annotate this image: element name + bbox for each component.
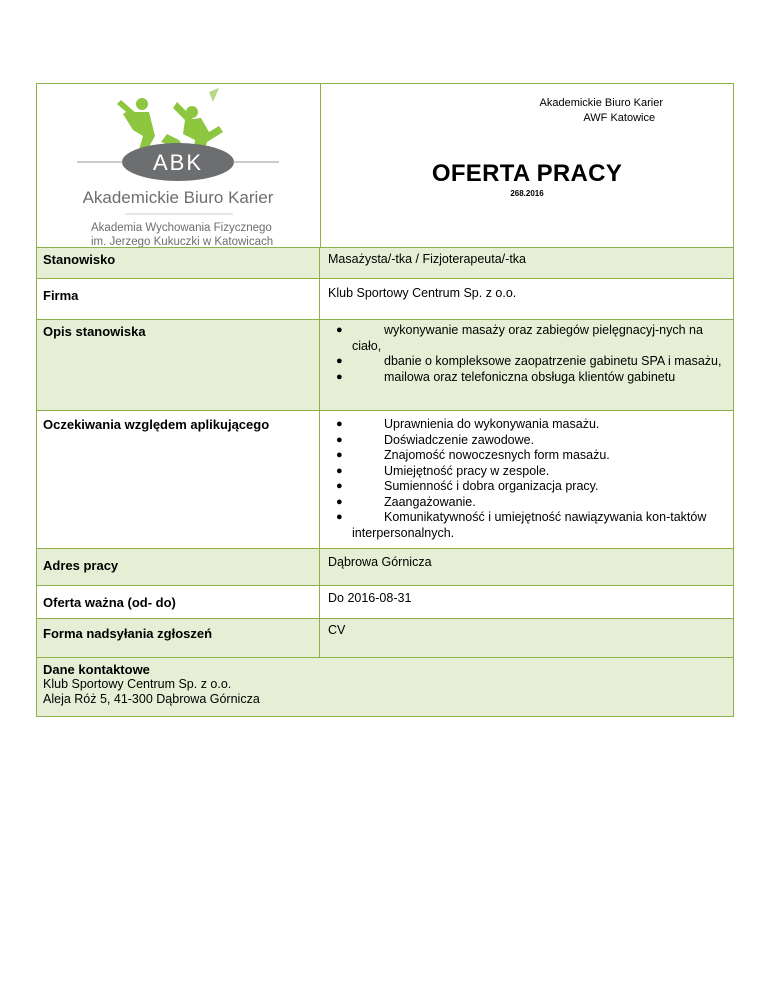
offer-number: 268.2016: [510, 189, 544, 198]
valid-value: Do 2016-08-31: [328, 591, 412, 605]
org-name: [540, 96, 664, 126]
svg-text:Akademickie Biuro Karier: Akademickie Biuro Karier: [82, 188, 274, 207]
position-label: Stanowisko: [37, 248, 320, 278]
row-description: [37, 320, 733, 411]
row-position: [37, 248, 733, 279]
row-company: [37, 279, 733, 320]
company-value: Klub Sportowy Centrum Sp. z o.o.: [328, 286, 517, 300]
offer-title: OFERTA PRACY: [431, 160, 623, 187]
row-valid: [37, 586, 733, 619]
contact-line-1: Klub Sportowy Centrum Sp. z o.o.: [43, 677, 232, 691]
address-value: Dąbrowa Górnicza: [320, 549, 733, 585]
row-requirements: [37, 411, 733, 549]
row-address: [37, 549, 733, 586]
list-item: ● Komunikatywność i umiejętność nawiązywania kon-taktów interpersonalnych.: [336, 510, 707, 540]
list-item: ● dbanie o kompleksowe zaopatrzenie gabinetu SPA i masażu,: [336, 354, 722, 368]
requirements-value: [320, 411, 733, 548]
org-line-2: AWF Katowice: [583, 112, 656, 124]
list-item: ● Zaangażowanie.: [336, 494, 476, 509]
list-item: ● Doświadczenie zawodowe.: [336, 432, 535, 447]
requirements-label: Oczekiwania względem aplikującego: [37, 411, 320, 548]
description-list: [328, 323, 727, 385]
title-cell: [321, 84, 733, 247]
abk-logo-text: ABK: [152, 150, 204, 175]
abk-logo: [37, 84, 320, 247]
job-offer-sheet: [36, 83, 734, 717]
valid-label: Oferta ważna (od- do): [37, 586, 320, 618]
contact-block: [37, 658, 733, 716]
list-item: ● Uprawnienia do wykonywania masażu.: [336, 417, 600, 431]
row-form: [37, 619, 733, 658]
description-label: Opis stanowiska: [37, 320, 320, 410]
svg-text:Akademia Wychowania Fizycznego: Akademia Wychowania Fizycznego: [91, 222, 272, 234]
list-item: ● Znajomość nowoczesnych form masażu.: [336, 448, 610, 462]
list-item: ● Sumienność i dobra organizacja pracy.: [336, 479, 599, 493]
contact-label: Dane kontaktowe: [43, 662, 150, 677]
form-value: CV: [320, 619, 733, 657]
org-line-1: Akademickie Biuro Karier: [539, 97, 663, 109]
description-value: [320, 320, 733, 410]
address-label: Adres pracy: [37, 549, 320, 585]
header-row: [37, 84, 733, 248]
svg-text:im. Jerzego Kukuczki w Katowic: im. Jerzego Kukuczki w Katowicach: [91, 236, 274, 247]
company-label: Firma: [37, 279, 320, 319]
list-item: ● mailowa oraz telefoniczna obsługa klientów gabinetu: [336, 369, 676, 384]
list-item: ● wykonywanie masaży oraz zabiegów pielęgnacyj-nych na ciało,: [336, 323, 703, 353]
logo-cell: [37, 84, 321, 247]
form-label: Forma nadsyłania zgłoszeń: [37, 619, 320, 657]
contact-line-2: Aleja Róż 5, 41-300 Dąbrowa Górnicza: [43, 692, 260, 706]
list-item: ● Umiejętność pracy w zespole.: [336, 463, 550, 478]
position-value: Masażysta/-tka / Fizjoterapeuta/-tka: [320, 248, 733, 278]
requirements-list: [328, 417, 727, 541]
